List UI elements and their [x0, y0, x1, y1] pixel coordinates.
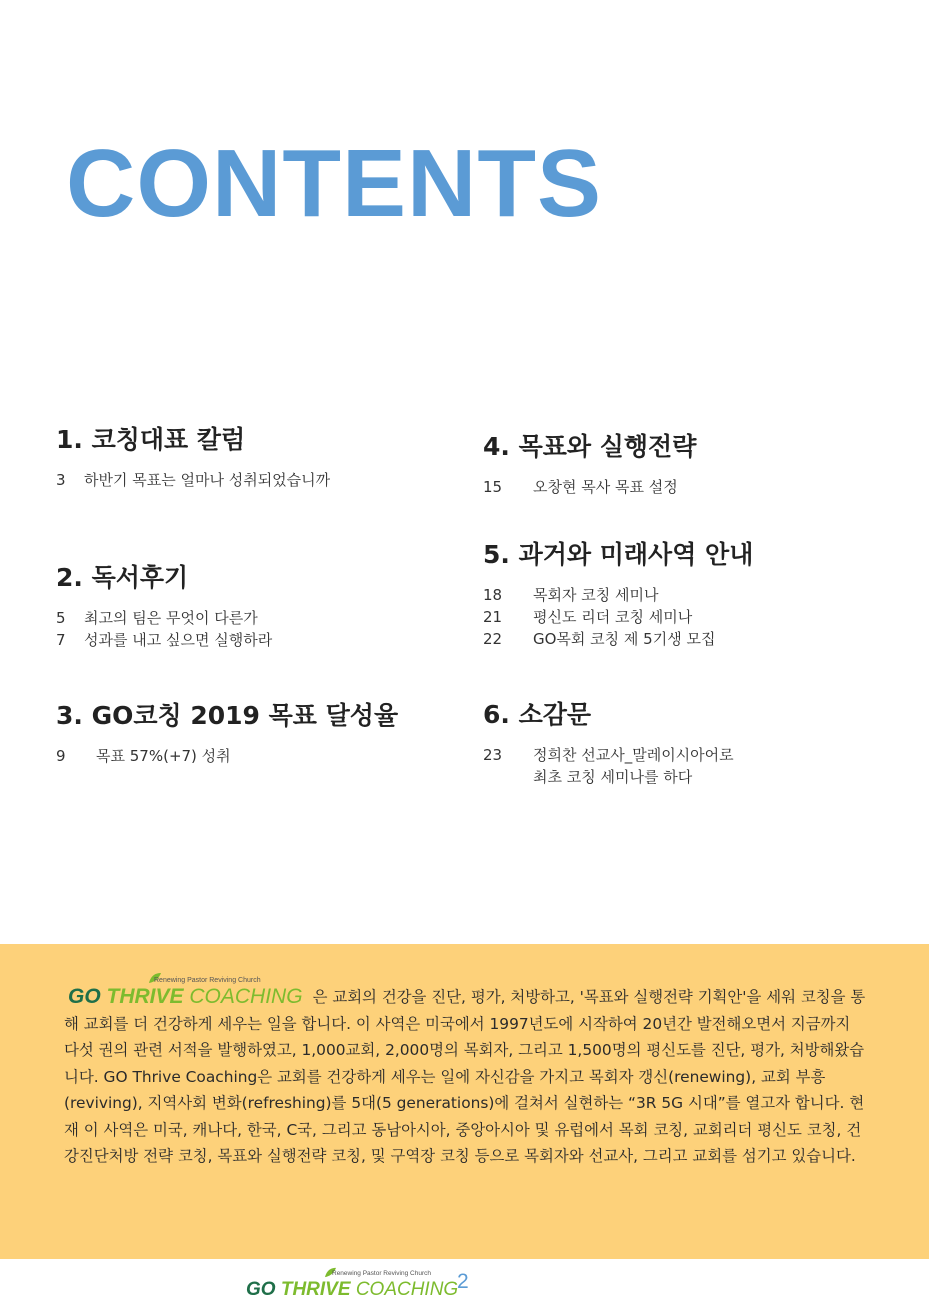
section-book-review	[56, 563, 476, 681]
toc-entry[interactable]	[483, 606, 903, 628]
toc-page-number: 7	[56, 631, 66, 649]
toc-entry[interactable]	[483, 628, 903, 650]
toc-page-number: 23	[483, 746, 503, 764]
section-ministry-guide	[483, 540, 903, 680]
section-heading: 3. GO코칭 2019 목표 달성율	[56, 701, 399, 730]
go-thrive-coaching-logo	[68, 977, 303, 1008]
toc-entry-title: 목표 57%(+7) 성취	[96, 747, 231, 765]
toc-entry[interactable]	[56, 745, 476, 767]
toc-entry-title: 정희찬 선교사_말레이시아어로 최초 코칭 세미나를 하다	[533, 746, 734, 786]
toc-page-number: 15	[483, 478, 503, 496]
section-heading: 6. 소감문	[483, 700, 592, 729]
footer-logo	[246, 1270, 459, 1300]
toc-entry-title: 목회자 코칭 세미나	[533, 586, 659, 604]
toc-entry-title: 평신도 리더 코칭 세미나	[533, 608, 693, 626]
logo-thrive: THRIVE	[280, 1279, 351, 1300]
toc-entry[interactable]	[483, 476, 903, 498]
toc-entry-title: GO목회 코칭 제 5기생 모집	[533, 630, 716, 648]
logo-coaching: COACHING	[189, 985, 303, 1008]
toc-entry[interactable]	[56, 607, 476, 629]
contents-right-column	[483, 432, 903, 808]
toc-entry-title: 오창현 목사 목표 설정	[533, 478, 678, 496]
section-coaching-column	[56, 425, 476, 543]
toc-entry[interactable]	[56, 469, 476, 491]
page-title: CONTENTS	[66, 130, 602, 237]
section-heading: 4. 목표와 실행전략	[483, 432, 697, 461]
toc-entry[interactable]	[56, 629, 476, 651]
section-heading: 5. 과거와 미래사역 안내	[483, 540, 754, 569]
section-goals-strategy	[483, 432, 903, 520]
about-description: 은 교회의 건강을 진단, 평가, 처방하고, '목표와 실행전략 기획안'을 세워 코칭을 통해 교회를 더 건강하게 세우는 일을 합니다. 이 사역은 미국에서 1997년도에 시작하여 20년간 발전해오면서 지금까지 다섯 권의 관련 서적을 발행하였고, 1,000교회, 2,000명의 목회자, 그리고 1,500명의 평신도를 진단, 평가, 처방해왔습니다. GO Thrive Coaching은 교회를 건강하게 세우는 일에 자신감을 가지고 목회자 갱신(renewing), 교회 부흥(reviving), 지역사회 변화(refreshing)를 5대(5 generations)에 걸쳐서 실현하는 “3R 5G 시대”를 열고자 합니다. 현재 이 사역은 미국, 캐나다, 한국, C국, 그리고 동남아시아, 중앙아시아 및 유럽에서 목회 코칭, 교회리더 평신도 코칭, 건강진단처방 전략 코칭, 목표와 실행전략 코칭, 및 구역장 코칭 등으로 목회자와 선교사, 그리고 교회를 섬기고 있습니다.	[64, 988, 866, 1165]
section-testimonial	[483, 700, 903, 788]
about-banner	[0, 944, 929, 1259]
toc-page-number: 21	[483, 608, 503, 626]
toc-page-number: 18	[483, 586, 503, 604]
logo-go: GO	[246, 1279, 276, 1300]
logo-coaching: COACHING	[355, 1279, 459, 1300]
section-go-coaching-goal	[56, 701, 476, 767]
toc-page-number: 22	[483, 630, 503, 648]
contents-left-column	[56, 425, 476, 787]
toc-page-number: 9	[56, 747, 66, 765]
toc-entry[interactable]	[483, 744, 903, 788]
logo-thrive: THRIVE	[106, 985, 184, 1008]
page-number: 2	[457, 1270, 469, 1293]
toc-page-number: 5	[56, 609, 66, 627]
toc-entry[interactable]	[483, 584, 903, 606]
section-heading: 2. 독서후기	[56, 563, 189, 592]
logo-go: GO	[68, 985, 101, 1008]
toc-entry-title: 성과를 내고 싶으면 실행하라	[84, 631, 273, 649]
toc-page-number: 3	[56, 471, 66, 489]
toc-entry-title: 최고의 팀은 무엇이 다른가	[84, 609, 258, 627]
logo-tagline: Renewing Pastor Reviving Church	[332, 1270, 431, 1277]
section-heading: 1. 코칭대표 칼럼	[56, 425, 246, 454]
toc-entry-title: 하반기 목표는 얼마나 성취되었습니까	[84, 471, 331, 489]
about-text-block	[64, 977, 869, 1170]
logo-tagline: Renewing Pastor Reviving Church	[154, 977, 261, 984]
